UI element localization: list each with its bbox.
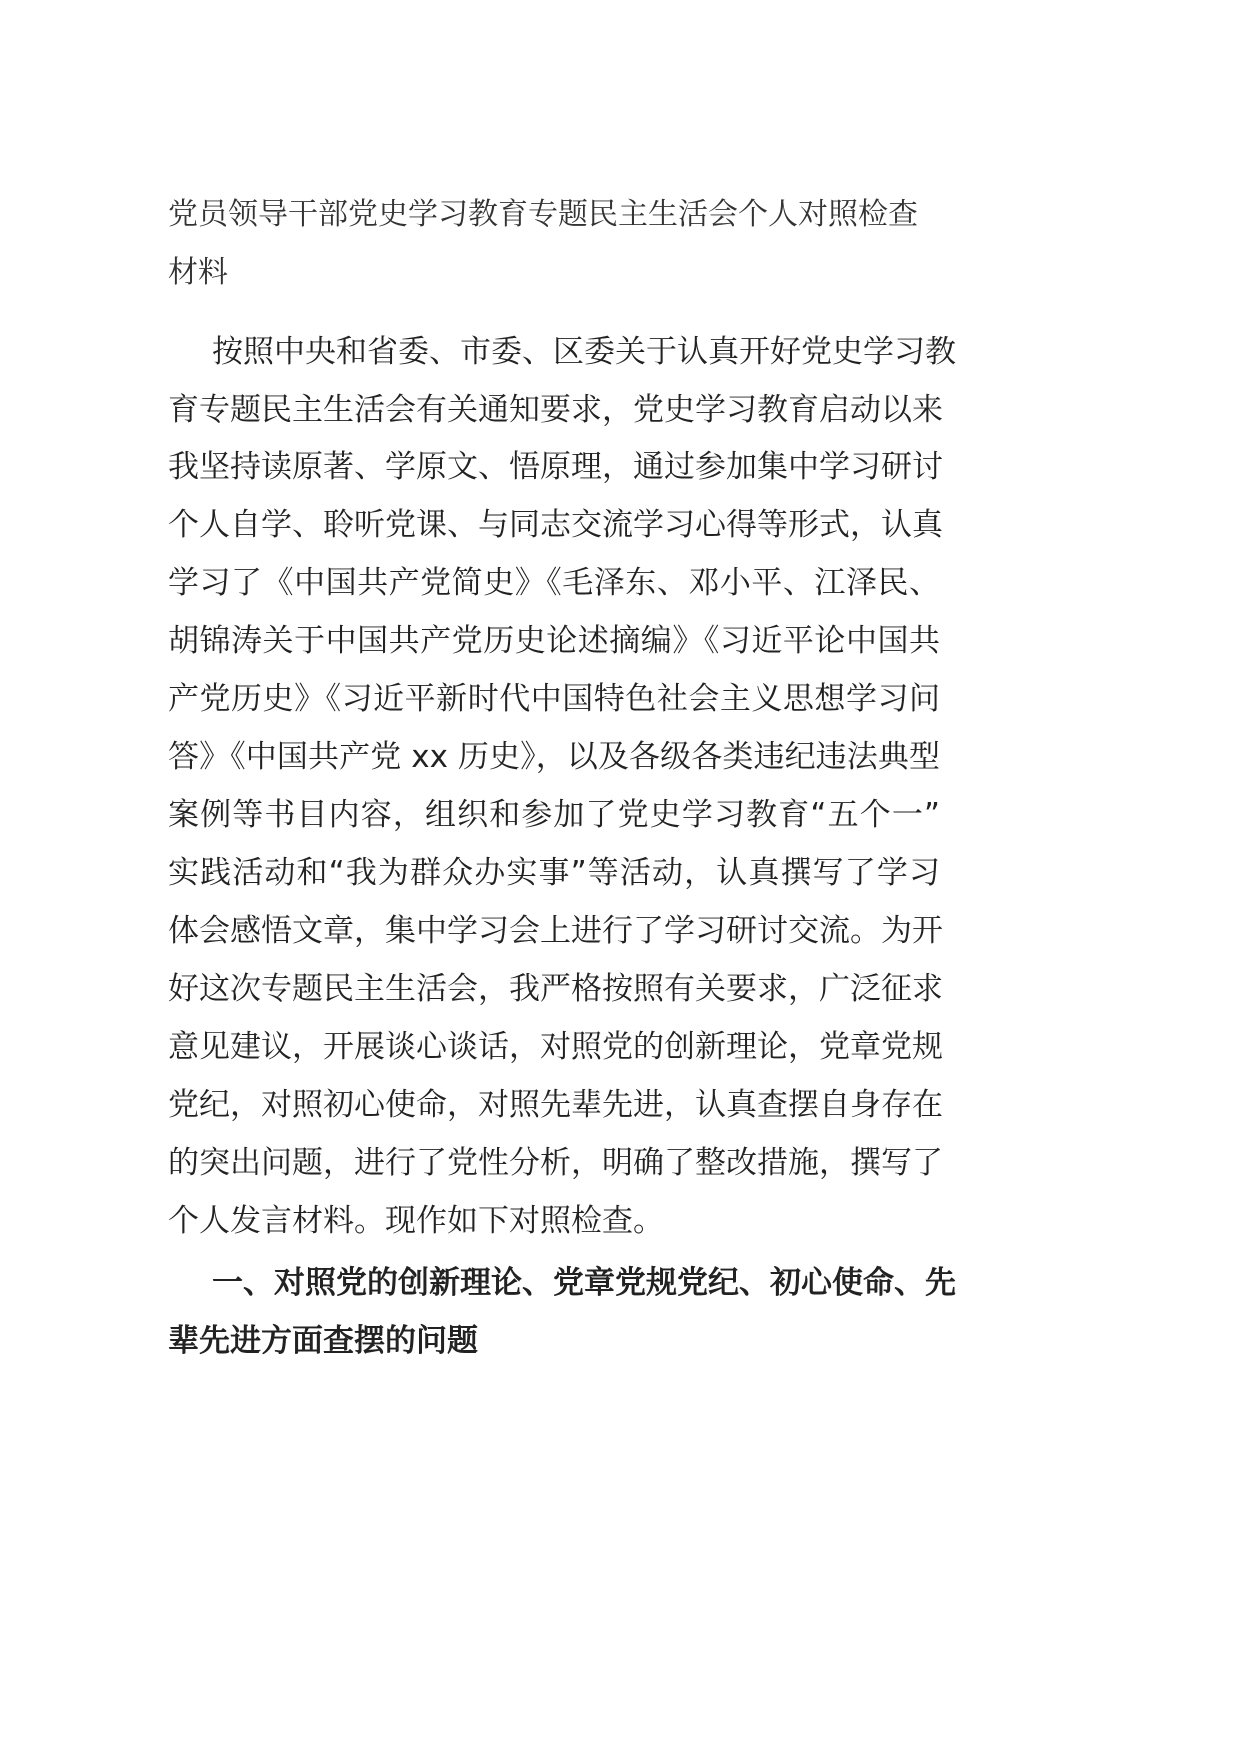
section-heading-line: 辈先进方面查摆的问题 [168, 1323, 478, 1359]
paragraph-line: 意见建议，开展谈心谈话，对照党的创新理论，党章党规 [168, 1029, 943, 1065]
paragraph-line: 产党历史》《习近平新时代中国特色社会主义思想学习问 [168, 681, 940, 717]
paragraph-line: 体会感悟文章，集中学习会上进行了学习研讨交流。为开 [168, 913, 943, 949]
paragraph-line: 好这次专题民主生活会，我严格按照有关要求，广泛征求 [168, 971, 943, 1007]
paragraph-line: 学习了《中国共产党简史》《毛泽东、邓小平、江泽民、 [168, 565, 940, 601]
paragraph-line: 的突出问题，进行了党性分析，明确了整改措施，撰写了 [168, 1145, 943, 1181]
paragraph-line: 实践活动和“我为群众办实事”等活动，认真撰写了学习 [168, 855, 940, 891]
document-title-line-1: 党员领导干部党史学习教育专题民主生活会个人对照检查 [168, 197, 918, 232]
section-heading-line: 一、对照党的创新理论、党章党规党纪、初心使命、先 [212, 1265, 956, 1301]
paragraph-line: 胡锦涛关于中国共产党历史论述摘编》《习近平论中国共 [168, 623, 940, 659]
paragraph-line: 答》《中国共产党 xx 历史》，以及各级各类违纪违法典型 [168, 739, 940, 775]
paragraph-line: 我坚持读原著、学原文、悟原理，通过参加集中学习研讨 [168, 449, 943, 485]
paragraph-line: 案例等书目内容，组织和参加了党史学习教育“五个一” [168, 797, 940, 833]
paragraph-line: 按照中央和省委、市委、区委关于认真开好党史学习教 [212, 334, 956, 370]
paragraph-line: 党纪，对照初心使命，对照先辈先进，认真查摆自身存在 [168, 1087, 943, 1123]
paragraph-line: 个人发言材料。现作如下对照检查。 [168, 1203, 664, 1239]
document-title-line-2: 材料 [168, 255, 228, 290]
paragraph-line: 育专题民主生活会有关通知要求，党史学习教育启动以来 [168, 392, 943, 428]
paragraph-line: 个人自学、聆听党课、与同志交流学习心得等形式，认真 [168, 507, 943, 543]
